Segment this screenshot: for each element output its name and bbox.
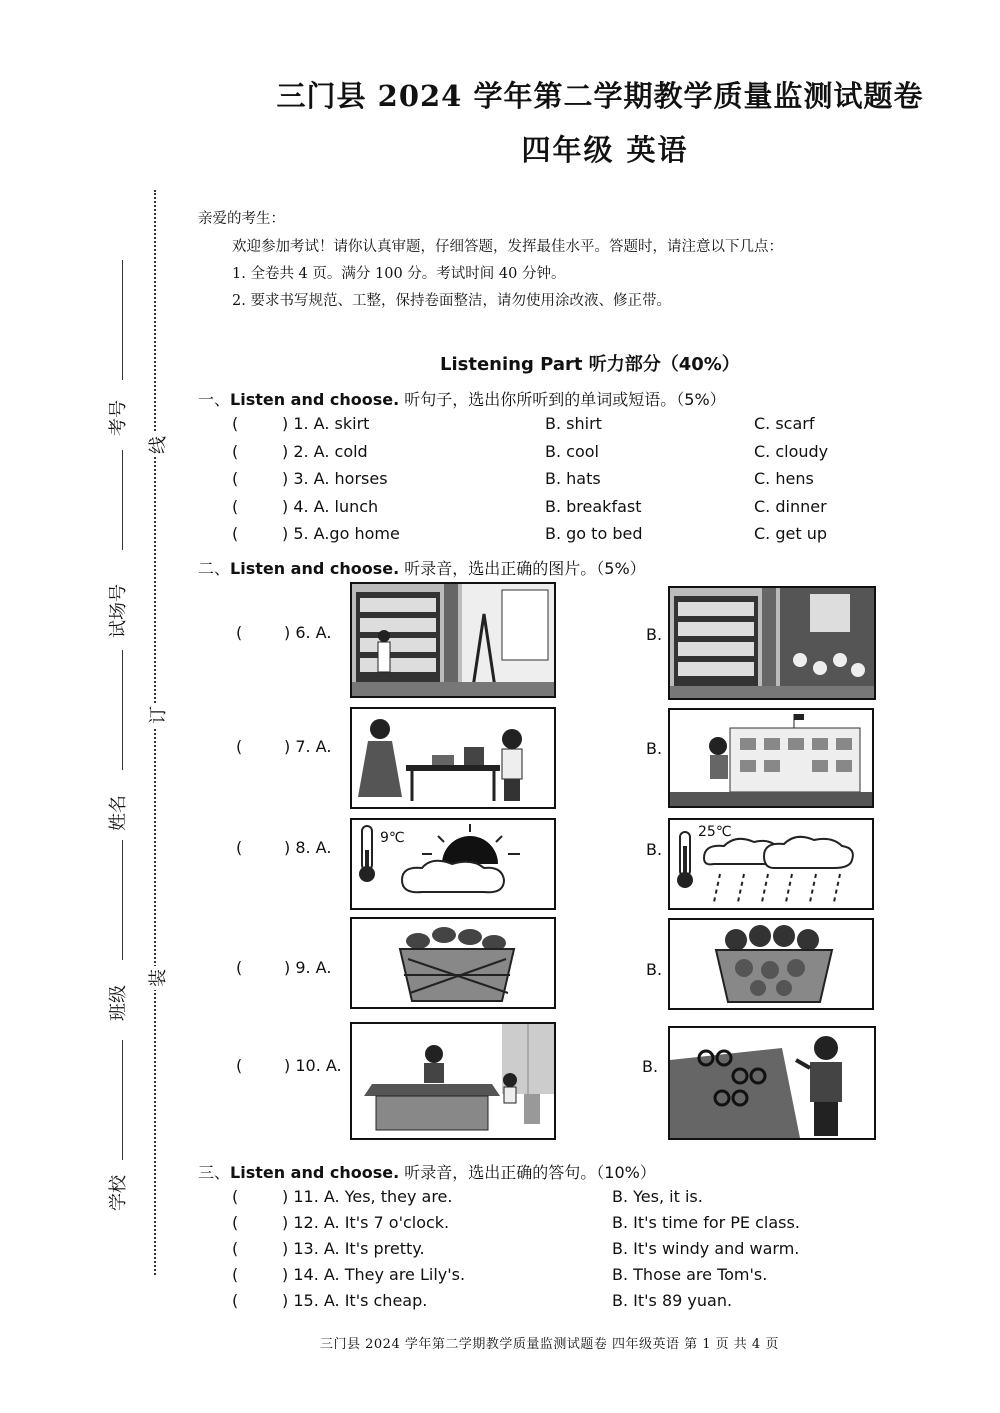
question-15-option-b: B. It's 89 yuan.	[612, 1291, 733, 1310]
answer-paren[interactable]: (	[236, 838, 243, 857]
section3-number: 三、	[198, 1163, 231, 1182]
answer-paren[interactable]: (	[236, 737, 243, 756]
question-15-option-a: ) 15. A. It's cheap.	[282, 1291, 428, 1310]
question-1-option-a: ) 1. A. skirt	[282, 414, 370, 433]
boy-walking-school-illustration	[670, 710, 872, 806]
question-13-option-b: B. It's windy and warm.	[612, 1239, 800, 1258]
binding-dotted-line	[154, 190, 156, 1275]
section2-english: Listen and choose.	[230, 559, 400, 578]
side-label-class: 班级	[108, 985, 129, 1021]
side-label-room-number: 试场号	[108, 584, 129, 638]
section1-heading	[198, 387, 726, 410]
question-8-label: ) 8. A.	[284, 838, 332, 857]
answer-paren[interactable]: (	[232, 1187, 239, 1206]
answer-paren[interactable]: (	[232, 414, 239, 433]
question-5-option-a: ) 5. A.go home	[282, 524, 400, 543]
section1-chinese: 听句子，选出你所听到的单词或短语。（5%）	[404, 390, 726, 409]
section2-number: 二、	[198, 559, 231, 578]
question-9-option-b-label: B.	[646, 960, 663, 979]
section1-english: Listen and choose.	[230, 390, 400, 409]
notice-line-3: 2. 要求书写规范、工整，保持卷面整洁，请勿使用涂改液、修正带。	[232, 293, 671, 309]
question-4-option-c: C. dinner	[754, 497, 827, 516]
temperature-b-label: 25℃	[698, 824, 732, 840]
question-3-option-c: C. hens	[754, 469, 814, 488]
question-4-option-a: ) 4. A. lunch	[282, 497, 379, 516]
notice-line-2: 1. 全卷共 4 页。满分 100 分。考试时间 40 分钟。	[232, 266, 566, 282]
question-5-option-b: B. go to bed	[545, 524, 643, 543]
room-number-blank	[122, 450, 123, 550]
binding-marker-staple: 装	[144, 966, 170, 990]
section2-chinese: 听录音，选出正确的图片。（5%）	[404, 559, 646, 578]
question-7-label: ) 7. A.	[284, 737, 332, 756]
question-8-option-b-label: B.	[646, 840, 663, 859]
question-1-option-b: B. shirt	[545, 414, 602, 433]
question-3-option-a: ) 3. A. horses	[282, 469, 388, 488]
question-2-option-a: ) 2. A. cold	[282, 442, 368, 461]
question-6-option-b-label: B.	[646, 625, 663, 644]
question-6-picture-a[interactable]	[350, 582, 556, 698]
exam-title: 三门县 2024 学年第二学期教学质量监测试题卷	[276, 79, 924, 113]
side-label-name: 姓名	[108, 795, 129, 831]
question-12-option-b: B. It's time for PE class.	[612, 1213, 800, 1232]
question-7-picture-b[interactable]	[668, 708, 874, 808]
question-8-picture-b[interactable]	[668, 818, 874, 910]
class-blank	[122, 840, 123, 960]
name-blank	[122, 650, 123, 770]
section2-heading	[198, 556, 646, 579]
question-13-option-a: ) 13. A. It's pretty.	[282, 1239, 425, 1258]
question-5-option-c: C. get up	[754, 524, 827, 543]
question-4-option-b: B. breakfast	[545, 497, 642, 516]
question-10-picture-a[interactable]	[350, 1022, 556, 1140]
question-9-label: ) 9. A.	[284, 958, 332, 977]
tomato-basket-illustration	[670, 920, 872, 1008]
answer-paren[interactable]: (	[236, 958, 243, 977]
section3-english: Listen and choose.	[230, 1163, 400, 1182]
warm-rainy-illustration	[670, 820, 872, 908]
answer-paren[interactable]: (	[232, 1213, 239, 1232]
question-9-picture-b[interactable]	[668, 918, 874, 1010]
question-3-option-b: B. hats	[545, 469, 601, 488]
question-11-option-a: ) 11. A. Yes, they are.	[282, 1187, 453, 1206]
carrot-basket-illustration	[352, 919, 554, 1007]
side-label-school: 学校	[108, 1175, 129, 1211]
answer-paren[interactable]: (	[232, 497, 239, 516]
question-11-option-b: B. Yes, it is.	[612, 1187, 703, 1206]
answer-paren[interactable]: (	[236, 1056, 243, 1075]
question-9-picture-a[interactable]	[350, 917, 556, 1009]
section3-heading	[198, 1160, 656, 1183]
page-footer: 三门县 2024 学年第二学期教学质量监测试题卷 四年级英语 第 1 页 共 4 页	[320, 1337, 779, 1352]
section3-chinese: 听录音，选出正确的答句。（10%）	[404, 1163, 656, 1182]
binding-marker-bind: 订	[144, 703, 170, 727]
question-8-picture-a[interactable]	[350, 818, 556, 910]
question-7-option-b-label: B.	[646, 739, 663, 758]
answer-paren[interactable]: (	[236, 623, 243, 642]
woman-with-glasses-illustration	[670, 1028, 874, 1138]
school-blank	[122, 1040, 123, 1160]
exam-subtitle: 四年级 英语	[521, 133, 689, 167]
answer-paren[interactable]: (	[232, 1291, 239, 1310]
teacher-boy-desk-illustration	[352, 709, 554, 807]
teacher-desk-classroom-illustration	[352, 1024, 554, 1138]
answer-paren[interactable]: (	[232, 442, 239, 461]
question-6-picture-b[interactable]	[668, 586, 876, 700]
question-10-picture-b[interactable]	[668, 1026, 876, 1140]
question-1-option-c: C. scarf	[754, 414, 815, 433]
question-2-option-c: C. cloudy	[754, 442, 829, 461]
question-12-option-a: ) 12. A. It's 7 o'clock.	[282, 1213, 450, 1232]
question-14-option-a: ) 14. A. They are Lily's.	[282, 1265, 466, 1284]
library-music-room-illustration	[670, 588, 874, 698]
answer-paren[interactable]: (	[232, 469, 239, 488]
answer-paren[interactable]: (	[232, 524, 239, 543]
library-art-room-illustration	[352, 584, 554, 696]
side-label-exam-number: 考号	[108, 400, 129, 436]
exam-number-blank	[122, 260, 123, 380]
cold-cloudy-sun-illustration	[352, 820, 554, 908]
question-6-label: ) 6. A.	[284, 623, 332, 642]
temperature-a-label: 9℃	[380, 830, 405, 846]
listening-part-title: Listening Part 听力部分（40%）	[440, 354, 740, 375]
question-10-label: ) 10. A.	[284, 1056, 342, 1075]
answer-paren[interactable]: (	[232, 1239, 239, 1258]
question-2-option-b: B. cool	[545, 442, 599, 461]
answer-paren[interactable]: (	[232, 1265, 239, 1284]
question-14-option-b: B. Those are Tom's.	[612, 1265, 768, 1284]
notice-greeting: 亲爱的考生：	[198, 211, 285, 227]
question-7-picture-a[interactable]	[350, 707, 556, 809]
notice-line-1: 欢迎参加考试！请你认真审题，仔细答题，发挥最佳水平。答题时，请注意以下几点：	[232, 239, 783, 255]
section1-number: 一、	[198, 390, 231, 409]
binding-marker-line: 线	[144, 433, 170, 457]
question-10-option-b-label: B.	[642, 1057, 659, 1076]
